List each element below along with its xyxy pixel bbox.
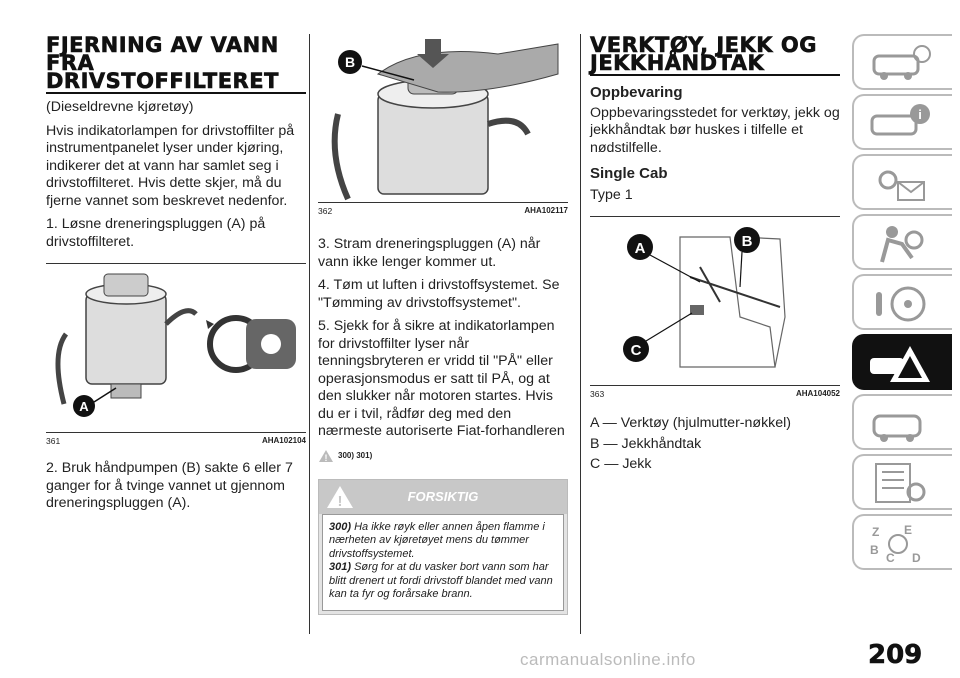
warning-301 <box>329 561 555 602</box>
section-title: VERKTØY, JEKK OG JEKKHÅNDTAK <box>590 33 817 75</box>
fuel-filter-illustration <box>46 264 306 432</box>
airbag-safety-icon <box>868 222 932 264</box>
tab-car-info-i[interactable] <box>852 94 952 150</box>
column-divider <box>309 34 310 634</box>
warning-icon <box>325 484 355 510</box>
car-info-icon <box>868 42 932 84</box>
warning-301-number: 301) <box>329 561 352 573</box>
svg-text:B: B <box>870 543 879 557</box>
figure-caption <box>590 386 840 399</box>
warning-300-number: 300) <box>329 520 352 533</box>
subheading-storage: Oppbevaring <box>590 84 683 101</box>
warning-300-text: Ha ikke røyk eller annen åpen flamme i nærheten av kjøretøyet mens du tømmer drivstoffsystemet. <box>329 520 545 560</box>
svg-text:D: D <box>912 551 921 564</box>
warning-lights-icon <box>868 162 932 204</box>
svg-text:!: ! <box>324 452 328 463</box>
warning-body <box>322 514 564 611</box>
section-title-wrap <box>590 33 840 76</box>
warning-box <box>318 479 568 615</box>
paragraph: Hvis indikatorlampen for drivstoffilter på instrumentpanelet lyser under kjøring, indikerer det at vann har samlet seg i drivstoffilteret. Hvis dette skjer, må du fjerne vannet som beskrevet nedenfor. <box>46 122 295 209</box>
warning-301-text: Sørg for at du vasker bort vann som har blitt drenert ut fordi drivstoff blandet med vann kan ta fyr og forårsake brann. <box>329 561 553 600</box>
figure-code: AHA104052 <box>795 389 840 398</box>
emergency-icon <box>868 342 932 384</box>
car-info-i-icon <box>868 102 932 144</box>
car-maintenance-icon <box>868 402 932 444</box>
column-1 <box>46 0 306 513</box>
tab-airbag-safety[interactable] <box>852 214 952 270</box>
callout-c: C <box>630 342 642 359</box>
figure-code: AHA102104 <box>261 436 306 445</box>
page-number: 209 <box>868 640 923 670</box>
tab-steering-start[interactable] <box>852 274 952 330</box>
seat-tools-illustration <box>590 217 840 385</box>
hand-pump-illustration <box>318 34 568 202</box>
tab-index[interactable] <box>852 514 952 570</box>
warning-triangle-icon <box>318 449 334 463</box>
watermark: carmanualsonline.info <box>520 650 696 669</box>
step-1: 1. Løsne dreneringspluggen (A) på drivstoffilteret. <box>46 216 266 250</box>
step-5: 5. Sjekk for å sikre at indikatorlampen for drivstoffilter lyser når tenningsbryteren er vridd til "PÅ" eller operasjonsmodus er satt til PÅ, og at den slukker når motoren startes. Hvis du er i tvil, rådfør deg med den nærmeste autoriserte Fiat-forhandleren <box>318 318 565 439</box>
figure-number: 362 <box>318 206 333 216</box>
tab-car-maintenance[interactable] <box>852 394 952 450</box>
step-4: 4. Tøm ut luften i drivstoffsystemet. Se "Tømming av drivstoffsystemet". <box>318 277 560 311</box>
callout-b: B <box>741 233 753 250</box>
figure-363 <box>590 216 840 386</box>
tab-technical-data[interactable] <box>852 454 952 510</box>
svg-text:i: i <box>918 107 922 122</box>
subtitle: (Dieseldrevne kjøretøy) <box>46 99 194 115</box>
svg-text:!: ! <box>337 492 343 510</box>
column-3 <box>590 0 840 474</box>
warning-reference <box>318 449 568 463</box>
figure-362 <box>318 34 568 203</box>
warning-300 <box>329 521 555 562</box>
step-2: 2. Bruk håndpumpen (B) sakte 6 eller 7 ganger for å tvinge vannet ut gjennom dreneringspluggen (A). <box>46 460 293 511</box>
warning-title: FORSIKTIG <box>407 488 479 504</box>
index-icon <box>868 522 932 564</box>
figure-caption <box>46 433 306 446</box>
svg-text:C: C <box>886 551 895 564</box>
figure-number: 361 <box>46 436 61 446</box>
reference-numbers: 300) 301) <box>338 451 373 460</box>
column-2 <box>318 0 568 615</box>
steering-start-icon <box>868 282 932 324</box>
legend-b: B — Jekkhåndtak <box>590 435 702 452</box>
column-divider <box>580 34 581 634</box>
svg-text:E: E <box>904 523 913 537</box>
technical-data-icon <box>868 462 932 504</box>
section-title-wrap <box>46 33 306 94</box>
legend-a: A — Verktøy (hjulmutter-nøkkel) <box>590 415 792 431</box>
tab-warning-lights[interactable] <box>852 154 952 210</box>
chapter-tabs <box>852 34 952 574</box>
legend-c: C — Jekk <box>590 456 652 472</box>
subheading-single-cab: Single Cab <box>590 165 668 182</box>
warning-header <box>319 480 567 514</box>
figure-caption <box>318 203 568 216</box>
tab-emergency[interactable] <box>852 334 952 390</box>
callout-b: B <box>344 54 356 70</box>
svg-text:Z: Z <box>872 525 880 539</box>
type-label: Type 1 <box>590 186 633 203</box>
figure-number: 363 <box>590 389 605 399</box>
figure-361 <box>46 263 306 433</box>
step-3: 3. Stram dreneringspluggen (A) når vann ikke lenger kommer ut. <box>318 236 541 270</box>
callout-a: A <box>634 240 646 257</box>
callout-a: A <box>79 399 89 414</box>
section-title: FJERNING AV VANN FRA DRIVSTOFFILTERET <box>46 33 279 93</box>
paragraph: Oppbevaringsstedet for verktøy, jekk og jekkhåndtak bør huskes i tilfelle et nødstilfelle. <box>590 104 840 156</box>
figure-code: AHA102117 <box>524 206 568 215</box>
tab-car-info[interactable] <box>852 34 952 90</box>
